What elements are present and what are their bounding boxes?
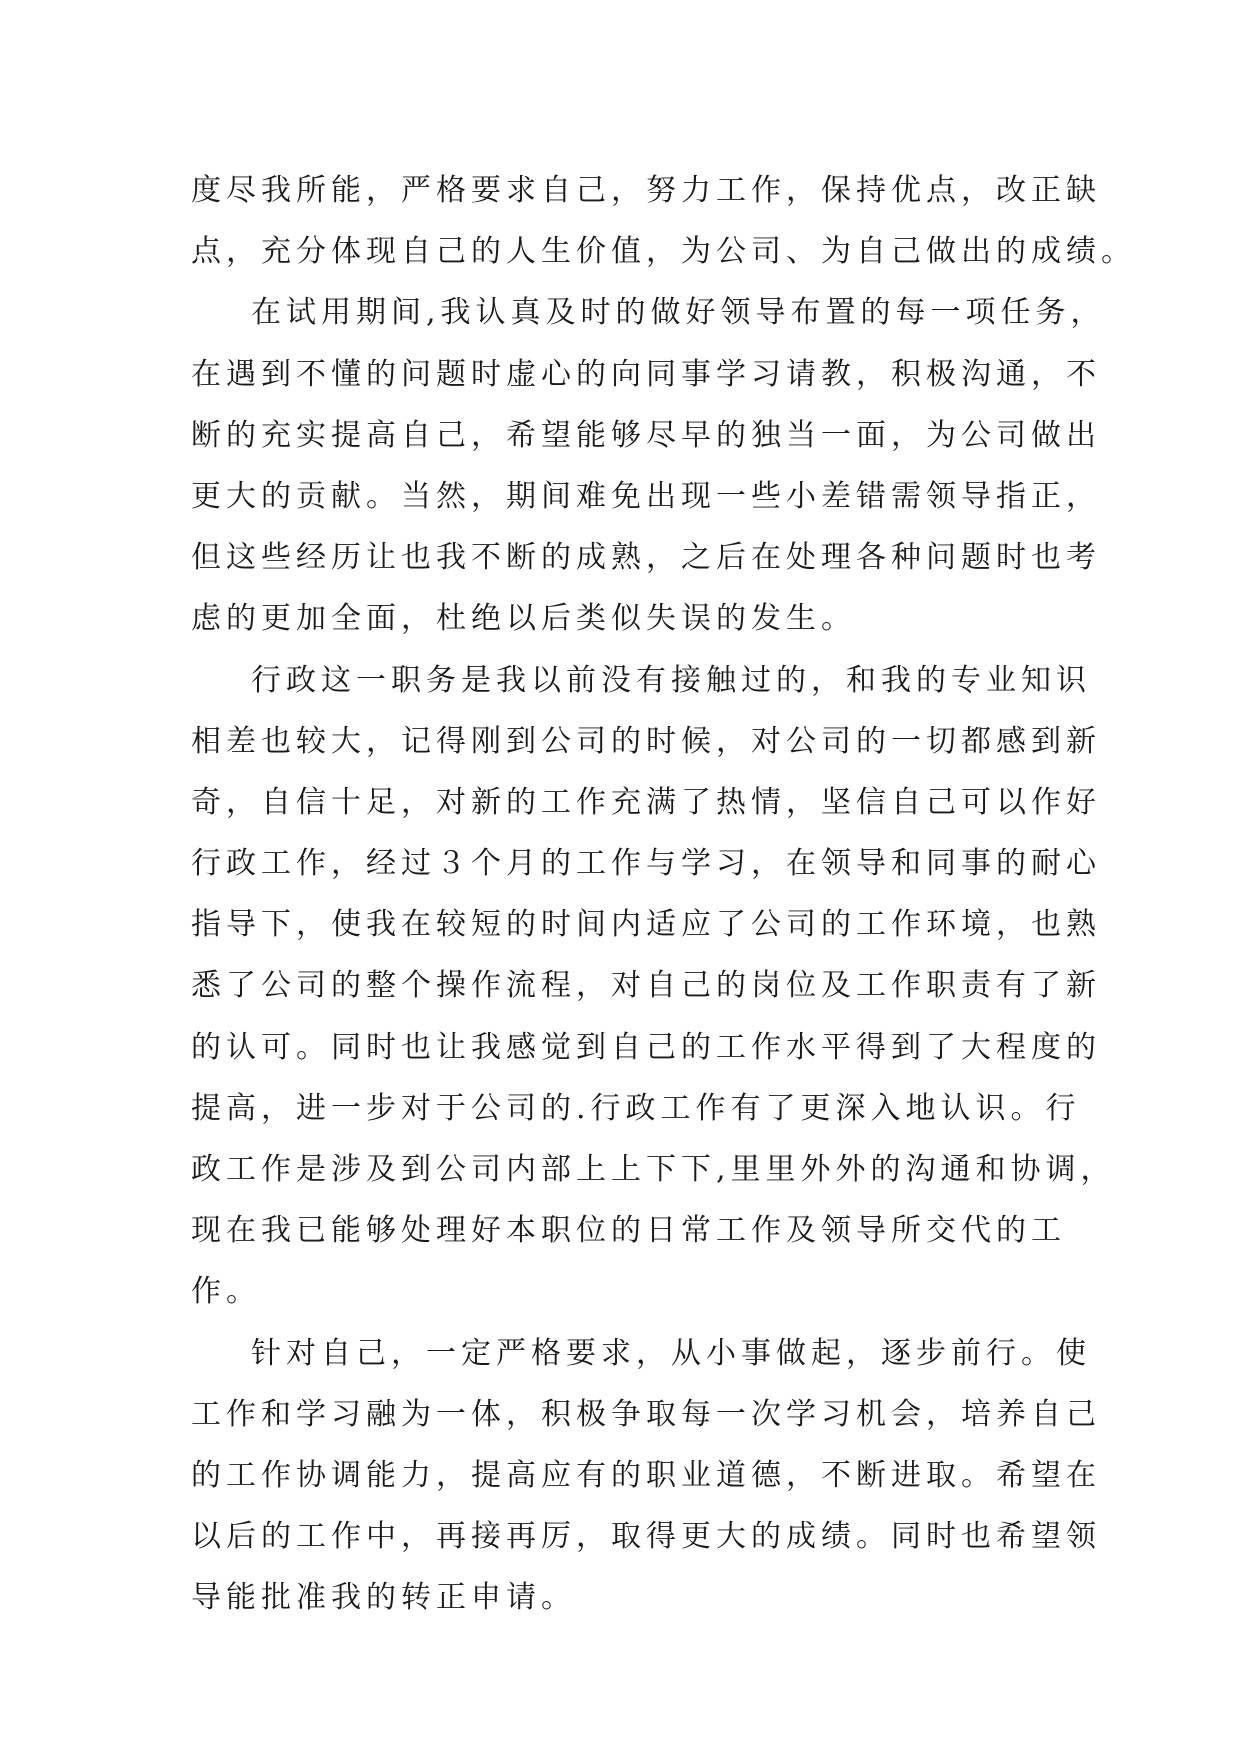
text-line: 针对自己，一定严格要求，从小事做起，逐步前行。使 — [251, 1335, 1091, 1371]
text-line: 的工作协调能力，提高应有的职业道德，不断进取。希望在 — [191, 1457, 1101, 1493]
text-line: 行政工作，经过３个月的工作与学习，在领导和同事的耐心 — [191, 846, 1101, 882]
text-line: 的认可。同时也让我感觉到自己的工作水平得到了大程度的 — [191, 1029, 1101, 1065]
text-line: 现在我已能够处理好本职位的日常工作及领导所交代的工 — [191, 1213, 1066, 1249]
text-line: 但这些经历让也我不断的成熟，之后在处理各种问题时也考 — [191, 540, 1101, 576]
text-line: 奇，自信十足，对新的工作充满了热情，坚信自己可以作好 — [191, 784, 1101, 820]
text-line: 断的充实提高自己，希望能够尽早的独当一面，为公司做出 — [191, 417, 1101, 453]
text-line: 度尽我所能，严格要求自己，努力工作，保持优点，改正缺 — [191, 173, 1101, 208]
text-line: 虑的更加全面，杜绝以后类似失误的发生。 — [191, 601, 856, 637]
text-line: 更大的贡献。当然，期间难免出现一些小差错需领导指正， — [191, 478, 1101, 514]
text-line: 以后的工作中，再接再厉，取得更大的成绩。同时也希望领 — [191, 1519, 1101, 1555]
text-line: 提高，进一步对于公司的.行政工作有了更深入地认识。行 — [191, 1090, 1081, 1126]
text-line: 行政这一职务是我以前没有接触过的，和我的专业知识 — [251, 662, 1091, 698]
text-line: 导能批准我的转正申请。 — [191, 1580, 576, 1616]
text-line: 点，充分体现自己的人生价值，为公司、为自己做出的成绩。 — [191, 234, 1136, 270]
text-line: 政工作是涉及到公司内部上上下下,里里外外的沟通和协调， — [191, 1152, 1116, 1187]
text-line: 工作和学习融为一体，积极争取每一次学习机会，培养自己 — [191, 1396, 1101, 1432]
text-line: 悉了公司的整个操作流程，对自己的岗位及工作职责有了新 — [191, 968, 1101, 1004]
text-line: 作。 — [191, 1274, 261, 1310]
text-line: 在遇到不懂的问题时虚心的向同事学习请教，积极沟通，不 — [191, 356, 1101, 392]
body-text — [191, 160, 1136, 1629]
text-line: 在试用期间,我认真及时的做好领导布置的每一项任务， — [251, 295, 1106, 331]
text-line: 指导下，使我在较短的时间内适应了公司的工作环境，也熟 — [191, 907, 1101, 943]
text-line: 相差也较大，记得刚到公司的时候，对公司的一切都感到新 — [191, 723, 1101, 759]
